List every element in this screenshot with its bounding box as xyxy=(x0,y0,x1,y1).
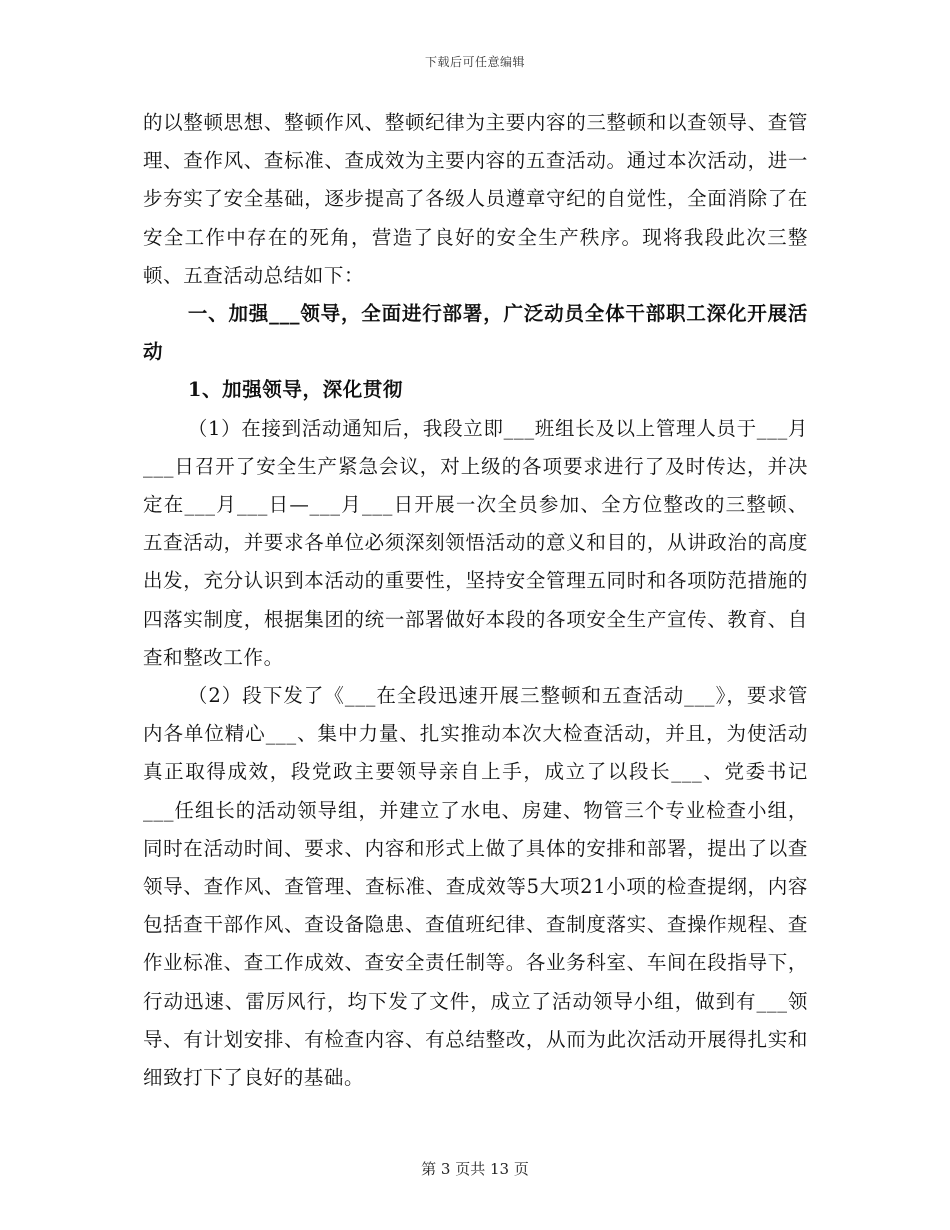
paragraph-item-2: （2）段下发了《___在全段迅速开展三整顿和五查活动___》，要求管内各单位精心___、集中力量、扎实推动本次大检查活动，并且，为使活动真正取得成效，段党政主要领导亲自上手，成立了以段长___、党委书记___任组长的活动领导组，并建立了水电、房建、物管三个专业检查小组，同时在活动时间、要求、内容和形式上做了具体的安排和部署，提出了以查领导、查作风、查管理、查标准、查成效等5大项21小项的检查提纲，内容包括查干部作风、查设备隐患、查值班纪律、查制度落实、查操作规程、查作业标准、查工作成效、查安全责任制等。各业务科室、车间在段指导下，行动迅速、雷厉风行，均下发了文件，成立了活动领导小组，做到有___领导、有计划安排、有检查内容、有总结整改，从而为此次活动开展得扎实和细致打下了良好的基础。 xyxy=(143,684,808,1090)
document-body xyxy=(143,104,808,1097)
section-heading: 一、加强___领导，全面进行部署，广泛动员全体干部职工深化开展活动 xyxy=(143,302,808,364)
header-note: 下载后可任意编辑 xyxy=(424,55,525,69)
subsection-heading: 1、加强领导，深化贯彻 xyxy=(187,378,404,402)
paragraph-item-1: （1）在接到活动通知后，我段立即___班组长及以上管理人员于___月___日召开了安全生产紧急会议，对上级的各项要求进行了及时传达，并决定在___月___日—___月___日开展一次全员参加、全方位整改的三整顿、五查活动，并要求各单位必须深刻领悟活动的意义和目的，从讲政治的高度出发，充分认识到本活动的重要性，坚持安全管理五同时和各项防范措施的四落实制度，根据集团的统一部署做好本段的各项安全生产宣传、教育、自查和整改工作。 xyxy=(143,416,808,669)
paragraph-intro: 的以整顿思想、整顿作风、整顿纪律为主要内容的三整顿和以查领导、查管理、查作风、查标准、查成效为主要内容的五查活动。通过本次活动，进一步夯实了安全基础，逐步提高了各级人员遵章守纪的自觉性，全面消除了在安全工作中存在的死角，营造了良好的安全生产秩序。现将我段此次三整顿、五查活动总结如下： xyxy=(143,111,808,287)
page-number: 第 3 页共 13 页 xyxy=(421,1160,529,1178)
